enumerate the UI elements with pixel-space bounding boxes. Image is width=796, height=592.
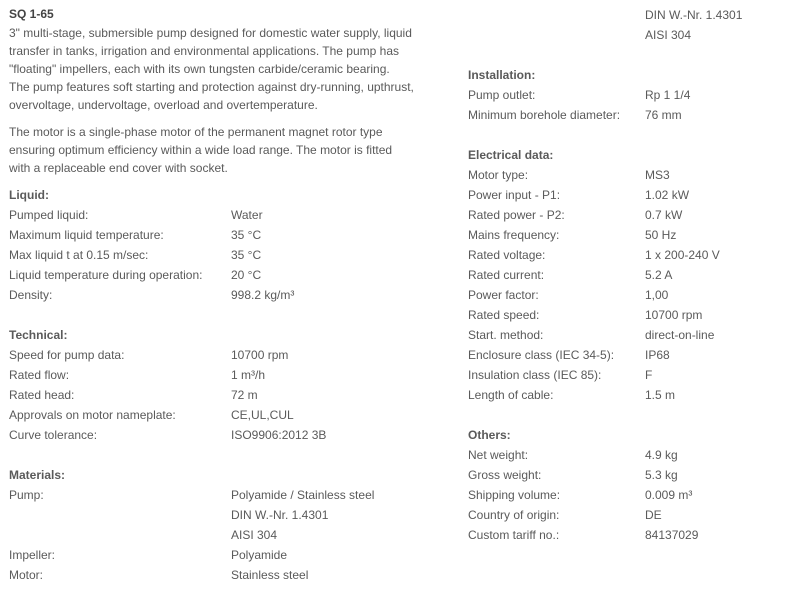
spec-label: Pump outlet: bbox=[468, 88, 536, 102]
spec-label: Enclosure class (IEC 34-5): bbox=[468, 348, 615, 362]
description-paragraph-1 bbox=[9, 24, 454, 114]
section-heading-materials: Materials: bbox=[9, 468, 66, 482]
spec-value: 50 Hz bbox=[645, 228, 677, 242]
spec-value: 35 °C bbox=[231, 248, 262, 262]
spec-label: Rated flow: bbox=[9, 368, 70, 382]
spec-value: 4.9 kg bbox=[645, 448, 678, 462]
spec-label: Custom tariff no.: bbox=[468, 528, 560, 542]
spec-value: Stainless steel bbox=[231, 568, 309, 582]
spec-value: ISO9906:2012 3B bbox=[231, 428, 327, 442]
spec-value: 1 x 200-240 V bbox=[645, 248, 720, 262]
spec-value: MS3 bbox=[645, 168, 670, 182]
spec-value: DE bbox=[645, 508, 662, 522]
spec-label: Minimum borehole diameter: bbox=[468, 108, 621, 122]
spec-value: Polyamide bbox=[231, 548, 288, 562]
spec-value: DIN W.-Nr. 1.4301 bbox=[231, 508, 329, 522]
spec-label: Length of cable: bbox=[468, 388, 554, 402]
spec-label: Rated voltage: bbox=[468, 248, 546, 262]
description-paragraph-2 bbox=[9, 123, 454, 177]
spec-label: Impeller: bbox=[9, 548, 56, 562]
spec-label: Approvals on motor nameplate: bbox=[9, 408, 176, 422]
section-heading-liquid: Liquid: bbox=[9, 188, 49, 202]
spec-label: Power factor: bbox=[468, 288, 539, 302]
spec-value: 1 m³/h bbox=[231, 368, 266, 382]
spec-value: IP68 bbox=[645, 348, 670, 362]
spec-label: Motor: bbox=[9, 568, 44, 582]
spec-value: 998.2 kg/m³ bbox=[231, 288, 295, 302]
spec-value: 84137029 bbox=[645, 528, 699, 542]
spec-value: 76 mm bbox=[645, 108, 682, 122]
spec-value: DIN W.-Nr. 1.4301 bbox=[645, 8, 743, 22]
spec-value: 35 °C bbox=[231, 228, 262, 242]
product-title: SQ 1-65 bbox=[9, 7, 54, 21]
section-heading-technical: Technical: bbox=[9, 328, 68, 342]
spec-label: Motor type: bbox=[468, 168, 529, 182]
spec-value: Rp 1 1/4 bbox=[645, 88, 691, 102]
spec-label: Power input - P1: bbox=[468, 188, 561, 202]
spec-label: Curve tolerance: bbox=[9, 428, 98, 442]
spec-label: Mains frequency: bbox=[468, 228, 560, 242]
section-heading-others: Others: bbox=[468, 428, 511, 442]
spec-label: Shipping volume: bbox=[468, 488, 561, 502]
spec-label: Rated power - P2: bbox=[468, 208, 565, 222]
spec-label: Liquid temperature during operation: bbox=[9, 268, 203, 282]
spec-label: Insulation class (IEC 85): bbox=[468, 368, 602, 382]
spec-label: Max liquid t at 0.15 m/sec: bbox=[9, 248, 149, 262]
spec-value: 1.5 m bbox=[645, 388, 676, 402]
spec-value: CE,UL,CUL bbox=[231, 408, 294, 422]
spec-label: Country of origin: bbox=[468, 508, 560, 522]
spec-value: 1.02 kW bbox=[645, 188, 690, 202]
spec-label: Pumped liquid: bbox=[9, 208, 89, 222]
spec-value: direct-on-line bbox=[645, 328, 715, 342]
spec-value: 10700 rpm bbox=[231, 348, 289, 362]
spec-value: 1,00 bbox=[645, 288, 669, 302]
description-line: The motor is a single-phase motor of the permanent magnet rotor type bbox=[9, 125, 383, 139]
description-line: with a replaceable end cover with socket. bbox=[9, 161, 228, 175]
description-line: ensuring optimum efficiency within a wide load range. The motor is fitted bbox=[9, 143, 393, 157]
spec-value: Water bbox=[231, 208, 263, 222]
description-line: overvoltage, undervoltage, overload and overtemperature. bbox=[9, 98, 318, 112]
spec-label: Rated current: bbox=[468, 268, 545, 282]
spec-value: 5.2 A bbox=[645, 268, 673, 282]
spec-label: Net weight: bbox=[468, 448, 529, 462]
spec-value: Polyamide / Stainless steel bbox=[231, 488, 375, 502]
spec-value: 0.7 kW bbox=[645, 208, 683, 222]
spec-value: 0.009 m³ bbox=[645, 488, 693, 502]
section-heading-installation: Installation: bbox=[468, 68, 536, 82]
spec-value: F bbox=[645, 368, 653, 382]
spec-value: 20 °C bbox=[231, 268, 262, 282]
spec-label: Maximum liquid temperature: bbox=[9, 228, 164, 242]
spec-value: AISI 304 bbox=[645, 28, 692, 42]
spec-label: Start. method: bbox=[468, 328, 544, 342]
description-line: transfer in tanks, irrigation and environmental applications. The pump has bbox=[9, 44, 399, 58]
spec-value: 5.3 kg bbox=[645, 468, 678, 482]
spec-label: Rated head: bbox=[9, 388, 75, 402]
description-line: The pump features soft starting and protection against dry-running, upthrust, bbox=[9, 80, 414, 94]
section-heading-electrical: Electrical data: bbox=[468, 148, 554, 162]
spec-value: AISI 304 bbox=[231, 528, 278, 542]
spec-value: 10700 rpm bbox=[645, 308, 703, 322]
spec-label: Rated speed: bbox=[468, 308, 540, 322]
spec-value: 72 m bbox=[231, 388, 258, 402]
spec-label: Speed for pump data: bbox=[9, 348, 125, 362]
spec-label: Density: bbox=[9, 288, 53, 302]
spec-label: Gross weight: bbox=[468, 468, 542, 482]
description-line: "floating" impellers, each with its own tungsten carbide/ceramic bearing. bbox=[9, 62, 390, 76]
spec-label: Pump: bbox=[9, 488, 44, 502]
description-line: 3" multi-stage, submersible pump designed for domestic water supply, liquid bbox=[9, 26, 412, 40]
